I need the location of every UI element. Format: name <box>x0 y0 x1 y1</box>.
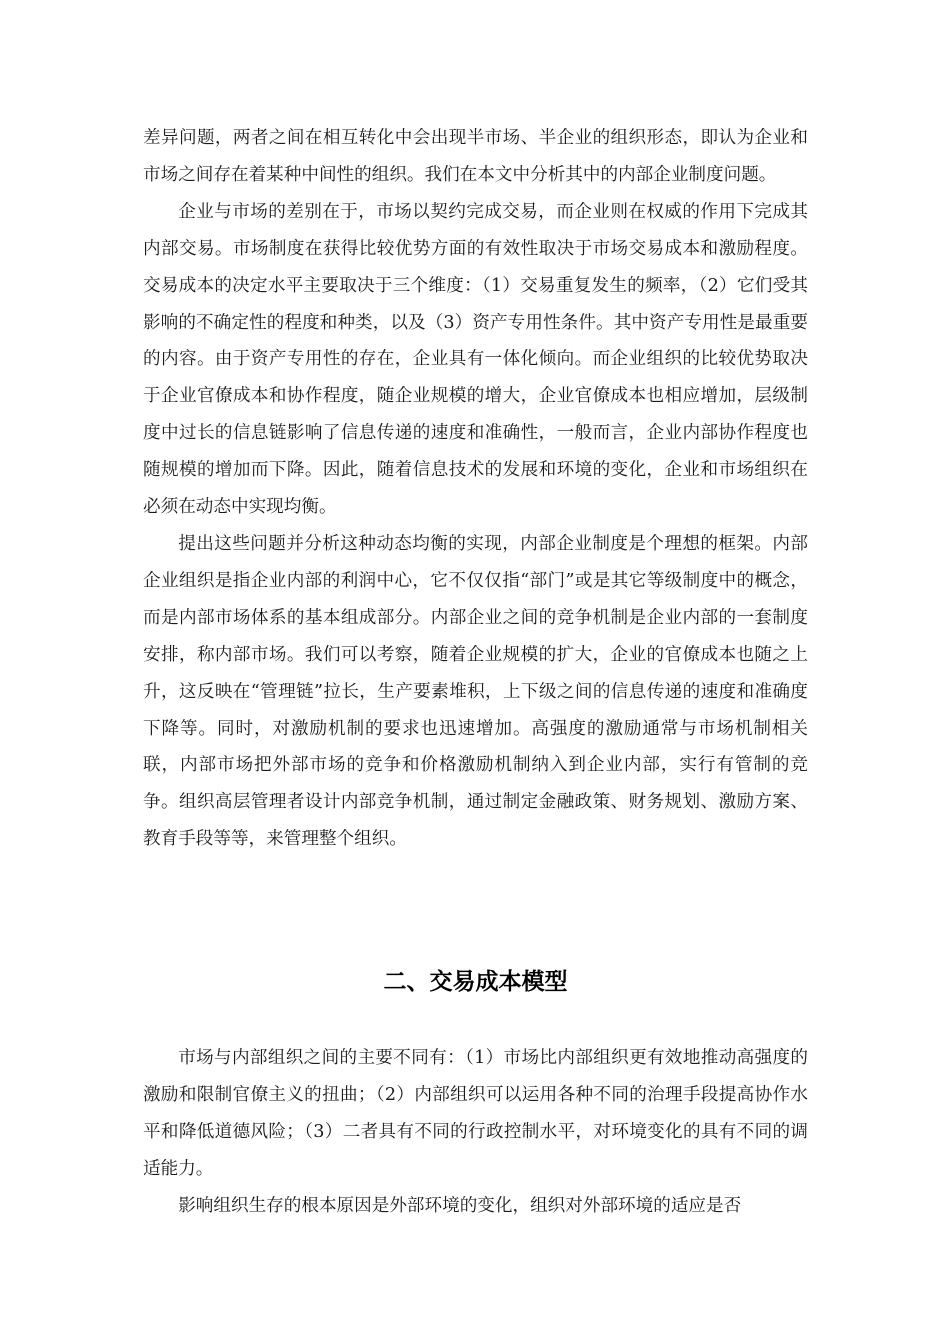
paragraph-internal-enterprise-system: 提出这些问题并分析这种动态均衡的实现，内部企业制度是个理想的框架。内部企业组织是指企业内部的利润中心，它不仅仅指“部门”或是其它等级制度中的概念，而是内部市场体系的基本组成部分。内部企业之间的竞争机制是企业内部的一套制度安排，称内部市场。我们可以考察，随着企业规模的扩大，企业的官僚成本也随之上升，这反映在“管理链”拉长，生产要素堆积，上下级之间的信息传递的速度和准确度下降等。同时，对激励机制的要求也迅速增加。高强度的激励通常与市场机制相关联，内部市场把外部市场的竞争和价格激励机制纳入到企业内部，实行有管制的竞争。组织高层管理者设计内部竞争机制，通过制定金融政策、财务规划、激励方案、教育手段等等，来管理整个组织。 <box>143 533 808 850</box>
paragraph-environment-change: 影响组织生存的根本原因是外部环境的变化，组织对外部环境的适应是否 <box>178 1195 742 1216</box>
body-text-before-heading <box>143 120 808 858</box>
paragraph-main-differences: 市场与内部组织之间的主要不同有：（1）市场比内部组织更有效地推动高强度的激励和限制官僚主义的扭曲；（2）内部组织可以运用各种不同的治理手段提高协作水平和降低道德风险；（3）二者具有不同的行政控制水平，对环境变化的具有不同的调适能力。 <box>143 1048 808 1179</box>
body-text-after-heading <box>143 1040 808 1225</box>
paragraph-continued: 差异问题，两者之间在相互转化中会出现半市场、半企业的组织形态，即认为企业和市场之间存在着某种中间性的组织。我们在本文中分析其中的内部企业制度问题。 <box>143 128 808 185</box>
paragraph-market-vs-enterprise: 企业与市场的差别在于，市场以契约完成交易，而企业则在权威的作用下完成其内部交易。市场制度在获得比较优势方面的有效性取决于市场交易成本和激励程度。交易成本的决定水平主要取决于三个维度：（1）交易重复发生的频率，（2）它们受其影响的不确定性的程度和种类，以及（3）资产专用性条件。其中资产专用性是最重要的内容。由于资产专用性的存在，企业具有一体化倾向。而企业组织的比较优势取决于企业官僚成本和协作程度，随企业规模的增大，企业官僚成本也相应增加，层级制度中过长的信息链影响了信息传递的速度和准确性，一般而言，企业内部协作程度也随规模的增加而下降。因此，随着信息技术的发展和环境的变化，企业和市场组织在必须在动态中实现均衡。 <box>143 201 808 518</box>
section-heading: 二、交易成本模型 <box>383 969 568 995</box>
